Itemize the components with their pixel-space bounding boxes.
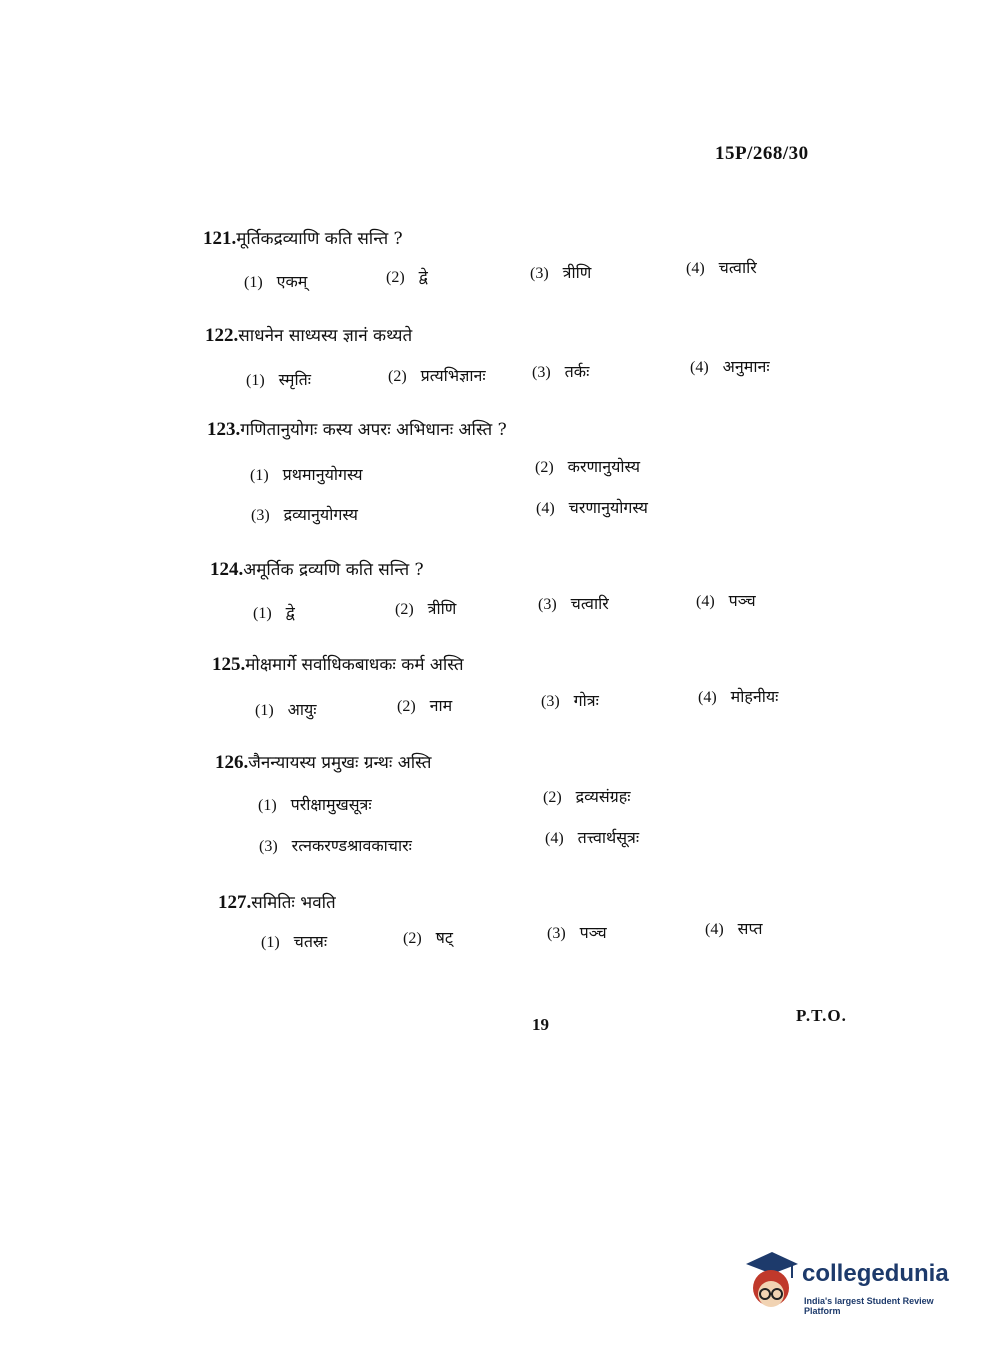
question-123 [207,417,507,441]
option-number: (2) [535,459,554,476]
option-number: (3) [259,838,278,855]
option-2 [403,926,453,948]
student-mascot-icon [742,1250,800,1322]
option-text: पञ्च [728,591,756,610]
option-3 [532,360,589,382]
question-number: 126. [215,752,249,773]
option-text: स्मृतिः [278,370,311,389]
option-number: (4) [686,260,705,277]
option-4 [545,826,639,848]
option-number: (4) [690,359,709,376]
option-number: (3) [532,364,551,381]
question-126 [215,750,431,774]
option-2 [543,785,630,807]
option-text: प्रथमानुयोगस्य [282,465,363,484]
option-text: प्रत्यभिज्ञानः [420,366,486,385]
option-1 [258,793,372,815]
option-text: एकम् [276,272,308,291]
question-text: जैनन्यायस्य प्रमुखः ग्रन्थः अस्ति [248,753,432,773]
option-text: चत्वारि [570,594,609,613]
question-text: समितिः भवति [251,893,336,913]
option-text: चत्वारि [718,258,757,277]
option-text: तर्कः [564,362,590,381]
option-number: (3) [530,265,549,282]
option-text: तत्त्वार्थसूत्रः [577,828,640,847]
option-number: (1) [255,702,274,719]
option-number: (3) [538,596,557,613]
option-3 [541,689,599,711]
option-number: (4) [536,500,555,517]
option-number: (1) [246,372,265,389]
option-2 [535,455,640,477]
option-4 [696,589,756,611]
option-3 [251,503,358,525]
question-number: 123. [207,419,241,440]
option-1 [255,698,317,720]
option-number: (1) [253,605,272,622]
question-number: 127. [218,892,252,913]
option-number: (4) [545,830,564,847]
option-4 [536,496,648,518]
option-text: परीक्षामुखसूत्रः [290,795,372,814]
question-number: 124. [210,559,244,580]
option-4 [686,256,757,278]
option-4 [690,355,770,377]
option-number: (2) [395,601,414,618]
option-text: द्रव्यसंग्रहः [575,787,631,806]
option-4 [698,685,778,707]
option-number: (1) [250,467,269,484]
option-text: रत्नकरण्डश्रावकाचारः [291,836,412,855]
option-text: षट् [435,928,453,947]
question-125 [212,652,464,676]
question-number: 121. [203,228,237,249]
question-text: साधनेन साध्यस्य ज्ञानं कथ्यते [238,326,413,346]
pto-label: P.T.O. [796,1006,847,1025]
logo-name: collegedunia [802,1260,949,1287]
question-text: अमूर्तिक द्रव्यणि कति सन्ति ? [243,560,424,580]
option-3 [530,261,591,283]
option-number: (1) [244,274,263,291]
question-text: मूर्तिकद्रव्याणि कति सन्ति ? [236,229,403,249]
option-text: चतस्रः [293,932,328,951]
option-number: (4) [705,921,724,938]
option-text: द्रव्यानुयोगस्य [283,505,358,524]
option-text: त्रीणि [562,263,592,282]
option-number: (2) [388,368,407,385]
option-1 [261,930,327,952]
option-text: त्रीणि [427,599,457,618]
option-1 [250,463,363,485]
question-paper-code: 15P/268/30 [715,143,809,164]
option-number: (3) [547,925,566,942]
option-2 [388,364,486,386]
option-2 [386,265,428,287]
question-127 [218,890,336,914]
option-number: (3) [541,693,560,710]
option-number: (2) [403,930,422,947]
option-number: (1) [258,797,277,814]
option-text: अनुमानः [722,357,770,376]
option-number: (2) [386,269,405,286]
option-3 [538,592,609,614]
option-text: करणानुयोस्य [567,457,641,476]
question-number: 125. [212,654,246,675]
option-1 [246,368,311,390]
question-121 [203,226,403,250]
question-text: मोक्षमार्गे सर्वाधिकबाधकः कर्म अस्ति [245,655,464,675]
option-number: (4) [698,689,717,706]
option-text: मोहनीयः [730,687,779,706]
option-2 [397,694,452,716]
option-number: (2) [397,698,416,715]
question-text: गणितानुयोगः कस्य अपरः अभिधानः अस्ति ? [240,420,507,440]
question-122 [205,323,412,347]
question-124 [210,557,424,581]
option-text: सप्त [737,919,763,938]
option-text: द्वे [285,603,295,622]
option-2 [395,597,456,619]
option-number: (2) [543,789,562,806]
page-number: 19 [532,1015,549,1034]
option-number: (1) [261,934,280,951]
option-4 [705,917,763,939]
question-number: 122. [205,325,239,346]
option-text: गोत्रः [573,691,599,710]
option-number: (3) [251,507,270,524]
option-text: द्वे [418,267,428,286]
option-number: (4) [696,593,715,610]
option-text: आयुः [287,700,317,719]
logo-tagline: India's largest Student Review Platform [804,1296,934,1316]
option-1 [244,270,307,292]
option-text: नाम [429,696,453,715]
option-1 [253,601,295,623]
collegedunia-logo[interactable] [742,1250,972,1320]
option-3 [547,921,607,943]
option-3 [259,834,412,856]
option-text: पञ्च [579,923,607,942]
option-text: चरणानुयोगस्य [568,498,648,517]
